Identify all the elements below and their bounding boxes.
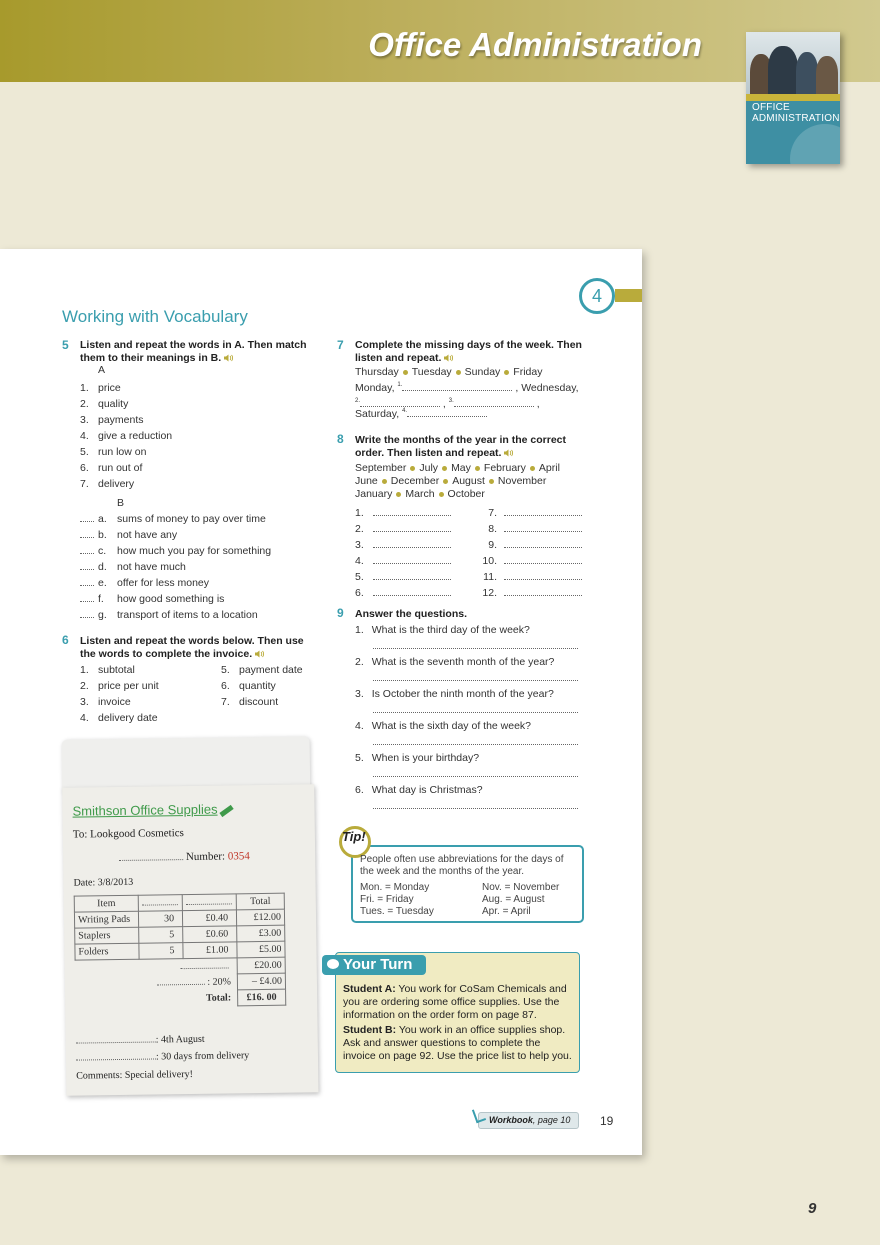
total-value: £16. 00 — [238, 989, 286, 1006]
outer-page-number: 9 — [808, 1200, 817, 1217]
month-answer-line: 5. — [355, 571, 451, 583]
match-answer-blank[interactable] — [80, 561, 94, 573]
exercise-5-number: 5 — [62, 338, 69, 352]
answer-blank[interactable] — [360, 406, 440, 407]
table-cell: 5 — [139, 927, 183, 944]
subtotal-value: £20.00 — [237, 957, 285, 974]
match-answer-blank[interactable] — [80, 513, 94, 525]
list-item-number: 5. — [221, 664, 230, 676]
match-answer-blank[interactable] — [80, 609, 94, 621]
month-answer-line: 4. — [355, 555, 451, 567]
month-answer-line: 10. — [477, 555, 582, 567]
speech-bubble-icon — [327, 959, 339, 969]
notepad-binding — [62, 736, 311, 791]
month-answer-line: 12. — [477, 587, 582, 599]
invoice-table — [74, 893, 287, 1009]
match-answer-blank[interactable] — [80, 529, 94, 541]
invoice-blank[interactable] — [119, 859, 183, 861]
month-answer-line: 11. — [477, 571, 582, 583]
list-item-letter: g. — [98, 609, 107, 621]
month-answer-line: 9. — [477, 539, 582, 551]
list-item: price — [98, 382, 121, 394]
your-turn-header: Your Turn — [322, 955, 426, 975]
answer-blank[interactable] — [373, 515, 451, 516]
list-item: sums of money to pay over time — [117, 513, 266, 525]
list-item: run out of — [98, 462, 143, 474]
match-answer-blank[interactable] — [80, 577, 94, 589]
days-line-1: Monday, $^{1.}$ , Wednesday, — [355, 382, 579, 394]
invoice-blank[interactable] — [182, 894, 236, 911]
question: 4. What is the sixth day of the week? — [355, 720, 532, 732]
list-item: offer for less money — [117, 577, 210, 589]
answer-blank[interactable] — [373, 531, 451, 532]
list-item: quantity — [239, 680, 276, 692]
month-options-row: January March October — [355, 488, 485, 500]
exercise-8-instruction: Write the months of the year in the correct order. Then listen and repeat. — [355, 434, 567, 459]
discount-label: : 20% — [75, 974, 237, 992]
question: 3. Is October the ninth month of the year? — [355, 688, 554, 700]
invoice-number: Number: 0354 — [119, 850, 250, 864]
section-title: Working with Vocabulary — [62, 307, 248, 326]
answer-blank[interactable] — [504, 563, 582, 564]
tip-abbreviations-left: Mon. = Monday Fri. = Friday Tues. = Tuesday — [360, 882, 434, 917]
table-cell: £0.40 — [182, 910, 236, 927]
list-item-number: 3. — [80, 696, 89, 708]
exercise-5-instruction: Listen and repeat the words in A. Then match them to their meanings in B. — [80, 339, 307, 364]
list-item: payment date — [239, 664, 303, 676]
list-item-number: 3. — [80, 414, 89, 426]
answer-blank[interactable] — [504, 531, 582, 532]
list-item: quality — [98, 398, 129, 410]
audio-icon[interactable] — [504, 449, 513, 457]
list-item-letter: b. — [98, 529, 107, 541]
month-answer-line: 1. — [355, 507, 451, 519]
list-item: discount — [239, 696, 279, 708]
table-cell: Writing Pads — [74, 911, 138, 928]
list-item-number: 7. — [80, 478, 89, 490]
invoice-blank[interactable] — [76, 1041, 156, 1043]
answer-line[interactable] — [373, 640, 578, 652]
list-item: give a reduction — [98, 430, 173, 442]
book-cover-image — [746, 32, 840, 164]
table-cell: Folders — [75, 943, 139, 960]
exercise-7-number: 7 — [337, 338, 344, 352]
list-item-letter: e. — [98, 577, 107, 589]
list-item: delivery — [98, 478, 135, 490]
list-item-number: 1. — [80, 664, 89, 676]
tip-text: People often use abbreviations for the days of the week and the months of the year. — [360, 854, 564, 877]
table-header: Total — [236, 893, 284, 910]
list-item-number: 4. — [80, 712, 89, 724]
question: 6. What day is Christmas? — [355, 784, 483, 796]
answer-blank[interactable] — [454, 406, 534, 407]
invoice-notepad — [62, 736, 319, 1095]
exercise-8-number: 8 — [337, 432, 344, 446]
days-line-3: Saturday, $^{4.}$ — [355, 408, 487, 420]
match-answer-blank[interactable] — [80, 593, 94, 605]
table-cell: £3.00 — [237, 925, 285, 942]
invoice-company: Smithson Office Supplies — [72, 801, 233, 818]
pencil-icon — [219, 805, 233, 817]
answer-blank[interactable] — [402, 390, 512, 391]
list-item: delivery date — [98, 712, 158, 724]
answer-blank[interactable] — [407, 416, 487, 417]
student-a-text: Student A: You work for CoSam Chemicals and you are ordering some office supplies. Use the information on the order form on page 87. — [343, 983, 567, 1021]
list-item: run low on — [98, 446, 147, 458]
answer-line[interactable] — [373, 768, 578, 780]
days-line-2: $^{2.}$ , $^{3.}$ , — [355, 398, 540, 410]
answer-blank[interactable] — [504, 547, 582, 548]
table-cell: £12.00 — [236, 909, 284, 926]
list-item-number: 5. — [80, 446, 89, 458]
month-answer-line: 6. — [355, 587, 451, 599]
exercise-7-instruction: Complete the missing days of the week. Then listen and repeat. — [355, 339, 582, 364]
list-item-number: 6. — [221, 680, 230, 692]
column-b-label: B — [117, 497, 125, 509]
answer-blank[interactable] — [373, 563, 451, 564]
invoice-blank[interactable] — [76, 1058, 156, 1060]
page-number: 19 — [600, 1114, 614, 1128]
exercise-6-number: 6 — [62, 633, 69, 647]
list-item: subtotal — [98, 664, 135, 676]
book-cover-photo — [746, 32, 840, 94]
list-item-number: 1. — [80, 382, 89, 394]
list-item: how much you pay for something — [117, 545, 272, 557]
discount-value: – £4.00 — [237, 973, 285, 990]
month-options-row: September July May February April — [355, 462, 560, 474]
workbook-reference[interactable]: Workbook, page 10 — [478, 1112, 579, 1129]
month-answer-line: 3. — [355, 539, 451, 551]
list-item-letter: d. — [98, 561, 107, 573]
answer-blank[interactable] — [504, 595, 582, 596]
audio-icon[interactable] — [255, 650, 264, 658]
table-cell: £1.00 — [183, 942, 237, 959]
day-options: Thursday Tuesday Sunday Friday — [355, 366, 543, 378]
table-cell: Staplers — [75, 927, 139, 944]
table-cell: £0.60 — [183, 926, 237, 943]
answer-line[interactable] — [373, 800, 578, 812]
answer-blank[interactable] — [373, 595, 451, 596]
list-item: payments — [98, 414, 144, 426]
answer-blank[interactable] — [504, 579, 582, 580]
column-a-label: A — [98, 364, 106, 376]
list-item-number: 7. — [221, 696, 230, 708]
list-item-letter: a. — [98, 513, 107, 525]
answer-blank[interactable] — [373, 547, 451, 548]
list-item-number: 4. — [80, 430, 89, 442]
audio-icon[interactable] — [444, 354, 453, 362]
match-answer-blank[interactable] — [80, 545, 94, 557]
list-item-number: 2. — [80, 680, 89, 692]
exercise-9-number: 9 — [337, 606, 344, 620]
month-answer-line: 7. — [477, 507, 582, 519]
audio-icon[interactable] — [224, 354, 233, 362]
table-cell: £5.00 — [237, 941, 285, 958]
tip-abbreviations-right: Nov. = November Aug. = August Apr. = April — [482, 882, 560, 917]
total-label: Total: — [205, 992, 232, 1004]
unit-tab — [615, 289, 642, 302]
list-item-number: 2. — [80, 398, 89, 410]
header-title: Office Administration — [368, 26, 702, 63]
question: 1. What is the third day of the week? — [355, 624, 530, 636]
answer-line[interactable] — [373, 704, 578, 716]
invoice-comments: Comments: Special delivery! — [76, 1068, 193, 1082]
list-item-number: 6. — [80, 462, 89, 474]
exercise-9-instruction: Answer the questions. — [355, 608, 468, 620]
month-options-row: June December August November — [355, 475, 547, 487]
invoice-line-2: : 30 days from delivery — [76, 1050, 249, 1063]
list-item-letter: c. — [98, 545, 107, 557]
list-item: transport of items to a location — [117, 609, 258, 621]
invoice-blank[interactable] — [138, 895, 182, 912]
invoice-line-1: : 4th August — [76, 1034, 205, 1047]
question: 2. What is the seventh month of the year? — [355, 656, 555, 668]
answer-blank[interactable] — [504, 515, 582, 516]
book-cover-title: OFFICE ADMINISTRATION — [752, 102, 840, 124]
list-item: price per unit — [98, 680, 159, 692]
answer-line[interactable] — [373, 672, 578, 684]
answer-blank[interactable] — [373, 579, 451, 580]
unit-number-badge: 4 — [579, 278, 615, 314]
list-item: not have much — [117, 561, 186, 573]
list-item: how good something is — [117, 593, 225, 605]
invoice-to: To: Lookgood Cosmetics — [72, 827, 185, 841]
answer-line[interactable] — [373, 736, 578, 748]
list-item: not have any — [117, 529, 178, 541]
month-answer-line: 8. — [477, 523, 582, 535]
table-header: Item — [74, 895, 138, 912]
list-item-letter: f. — [98, 593, 104, 605]
student-b-text: Student B: You work in an office supplies shop. Ask and answer questions to complete the invoice on page 92. Use the price list to help you. — [343, 1024, 572, 1062]
exercise-6-instruction: Listen and repeat the words below. Then use the words to complete the invoice. — [80, 635, 304, 660]
tip-label: Tip! — [342, 829, 366, 844]
invoice-date: Date: 3/8/2013 — [73, 876, 134, 889]
list-item: invoice — [98, 696, 131, 708]
table-row — [76, 989, 286, 1008]
table-cell: 30 — [138, 911, 182, 928]
month-answer-line: 2. — [355, 523, 451, 535]
question: 5. When is your birthday? — [355, 752, 480, 764]
table-cell: 5 — [139, 943, 183, 960]
